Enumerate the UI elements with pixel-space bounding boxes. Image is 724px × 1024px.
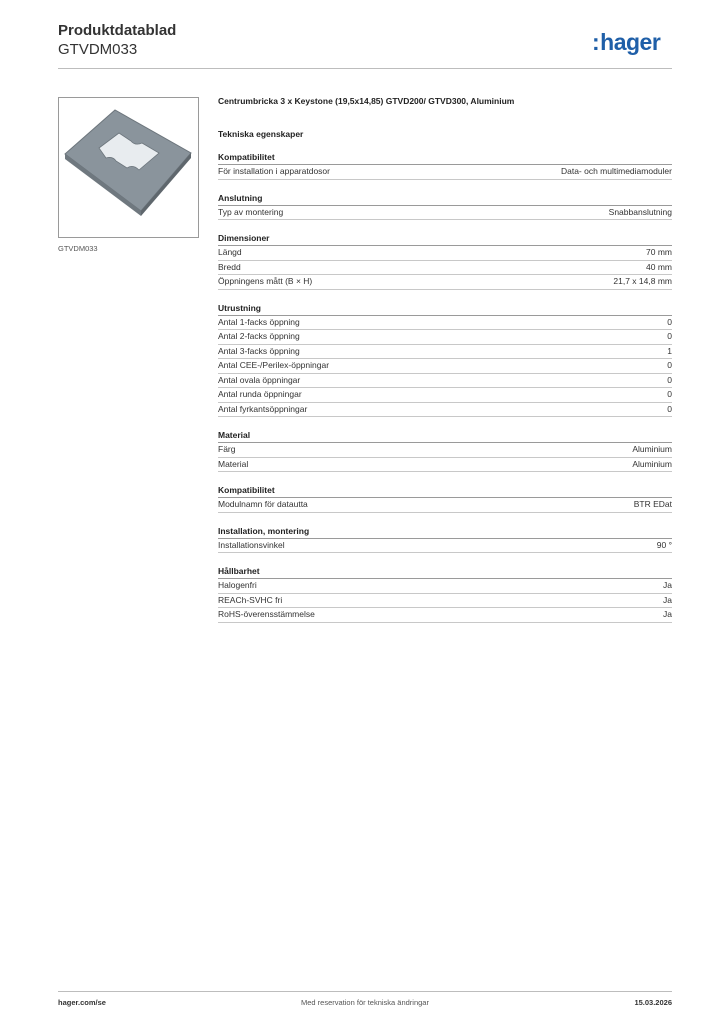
spec-group (218, 566, 672, 623)
spec-value: 0 (667, 389, 672, 399)
spec-label: Antal ovala öppningar (218, 374, 301, 385)
spec-row (218, 579, 672, 594)
spec-row (218, 275, 672, 290)
spec-group-title: Kompatibilitet (218, 152, 672, 165)
spec-group-title: Dimensioner (218, 233, 672, 246)
product-title: Centrumbricka 3 x Keystone (19,5x14,85) GTVD200/ GTVD300, Aluminium (218, 96, 515, 106)
spec-group (218, 193, 672, 221)
spec-group (218, 303, 672, 418)
spec-value: 0 (667, 403, 672, 414)
spec-row (218, 345, 672, 360)
footer-disclaimer: Med reservation för tekniska ändringar (301, 998, 429, 1007)
spec-group-title: Utrustning (218, 303, 672, 316)
spec-group-title: Hållbarhet (218, 566, 672, 579)
spec-label: Antal 1-facks öppning (218, 316, 300, 327)
spec-label: Antal 2-facks öppning (218, 331, 300, 341)
spec-group-title: Installation, montering (218, 526, 672, 539)
spec-label: Antal fyrkantsöppningar (218, 403, 308, 414)
spec-value: 0 (667, 360, 672, 370)
spec-label: Halogenfri (218, 580, 257, 590)
spec-value: 1 (667, 345, 672, 356)
product-code: GTVDM033 (58, 41, 138, 58)
spec-value: Aluminium (632, 458, 672, 469)
spec-label: För installation i apparatdosor (218, 166, 330, 176)
spec-group (218, 233, 672, 290)
spec-value: BTR EDat (633, 499, 672, 509)
spec-row (218, 443, 672, 458)
spec-group-title: Material (218, 430, 672, 443)
spec-label: Typ av montering (218, 206, 284, 217)
spec-row (218, 539, 672, 554)
header-divider (58, 68, 672, 69)
spec-row (218, 388, 672, 403)
spec-label: Antal runda öppningar (218, 389, 302, 399)
spec-value: Ja (663, 594, 672, 605)
spec-row (218, 246, 672, 261)
logo-text: hager (600, 29, 661, 55)
spec-value: 90 ° (656, 539, 672, 550)
spec-row (218, 330, 672, 345)
spec-label: Öppningens mått (B × H) (218, 276, 313, 286)
spec-row (218, 316, 672, 331)
spec-label: REACh-SVHC fri (218, 594, 283, 605)
page-title: Produktdatablad (58, 22, 177, 39)
spec-group (218, 430, 672, 472)
spec-value: Snabbanslutning (608, 206, 672, 217)
document-header (58, 21, 176, 59)
spec-group (218, 526, 672, 554)
spec-row (218, 206, 672, 221)
spec-label: Färg (218, 444, 236, 454)
cover-plate-icon (59, 98, 198, 237)
spec-label: Längd (218, 247, 242, 257)
spec-value: Aluminium (632, 444, 672, 454)
spec-value: 40 mm (646, 261, 672, 272)
spec-row (218, 498, 672, 513)
footer-divider (58, 991, 672, 992)
spec-value: 0 (667, 331, 672, 341)
spec-label: Antal 3-facks öppning (218, 345, 300, 356)
spec-group-title: Anslutning (218, 193, 672, 206)
spec-row (218, 359, 672, 374)
hager-logo: :hager (592, 29, 661, 55)
spec-row (218, 403, 672, 418)
spec-group-title: Kompatibilitet (218, 485, 672, 498)
spec-label: Material (218, 458, 249, 469)
spec-row (218, 594, 672, 609)
spec-group (218, 152, 672, 180)
spec-row (218, 374, 672, 389)
website-link[interactable]: hager.com/se (58, 998, 106, 1007)
spec-value: 21,7 x 14,8 mm (613, 276, 672, 286)
spec-label: RoHS-överensstämmelse (218, 609, 315, 619)
spec-value: 70 mm (646, 247, 672, 257)
spec-group (218, 485, 672, 513)
product-image (58, 97, 199, 238)
spec-content (218, 96, 672, 636)
spec-label: Antal CEE-/Perilex-öppningar (218, 360, 330, 370)
spec-value: 0 (667, 374, 672, 385)
spec-value: Ja (663, 609, 672, 619)
spec-label: Bredd (218, 261, 241, 272)
spec-value: Data- och multimediamoduler (560, 166, 672, 176)
spec-value: 0 (667, 316, 672, 327)
tech-heading: Tekniska egenskaper (218, 129, 304, 139)
spec-label: Modulnamn för datautta (218, 499, 308, 509)
spec-row (218, 165, 672, 180)
spec-value: Ja (663, 580, 672, 590)
footer-date: 15.03.2026 (634, 998, 672, 1007)
spec-row (218, 458, 672, 473)
spec-groups (218, 152, 672, 623)
image-caption: GTVDM033 (58, 244, 98, 253)
spec-label: Installationsvinkel (218, 539, 285, 550)
spec-row (218, 261, 672, 276)
spec-row (218, 608, 672, 623)
